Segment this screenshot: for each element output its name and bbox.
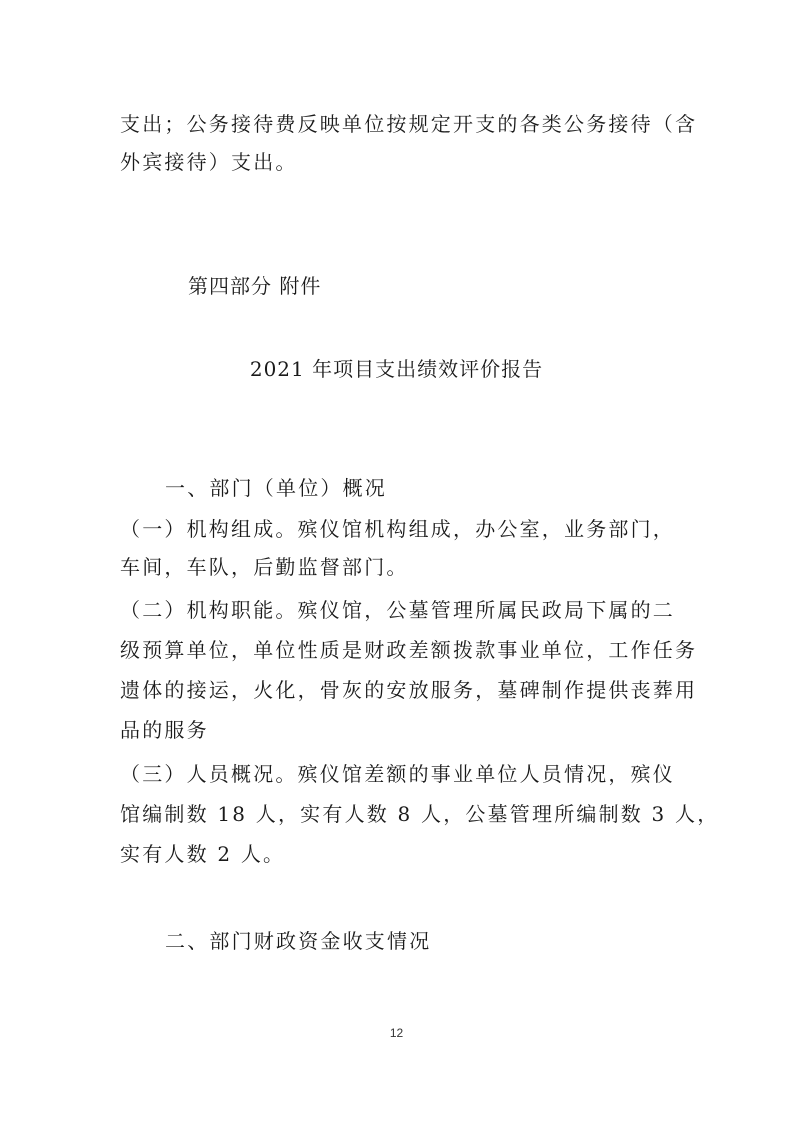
section-1-heading: 一、部门（单位）概况 xyxy=(165,476,387,500)
paragraph-line: 遗体的接运，火化，骨灰的安放服务，墓碑制作提供丧葬用 xyxy=(120,678,698,702)
paragraph-line: 实有人数 2 人。 xyxy=(120,842,286,866)
paragraph-line: （三）人员概况。殡仪馆差额的事业单位人员情况，殡仪 xyxy=(120,762,675,786)
report-title: 2021 年项目支出绩效评价报告 xyxy=(249,357,544,381)
continuation-line-1: 支出；公务接待费反映单位按规定开支的各类公务接待（含 xyxy=(120,112,698,136)
paragraph-line: 级预算单位，单位性质是财政差额拨款事业单位，工作任务 xyxy=(120,638,698,662)
continuation-line-2: 外宾接待）支出。 xyxy=(120,150,298,174)
paragraph-line: 品的服务 xyxy=(120,718,209,742)
page-number: 12 xyxy=(389,1026,404,1040)
paragraph-line: 馆编制数 18 人，实有人数 8 人，公墓管理所编制数 3 人， xyxy=(120,802,720,826)
section-2-heading: 二、部门财政资金收支情况 xyxy=(165,929,432,953)
paragraph-line: （二）机构职能。殡仪馆，公墓管理所属民政局下属的二 xyxy=(120,598,675,622)
part-heading: 第四部分 附件 xyxy=(188,274,322,298)
paragraph-line: 车间，车队，后勤监督部门。 xyxy=(120,555,409,579)
paragraph-line: （一）机构组成。殡仪馆机构组成，办公室，业务部门， xyxy=(120,517,675,541)
